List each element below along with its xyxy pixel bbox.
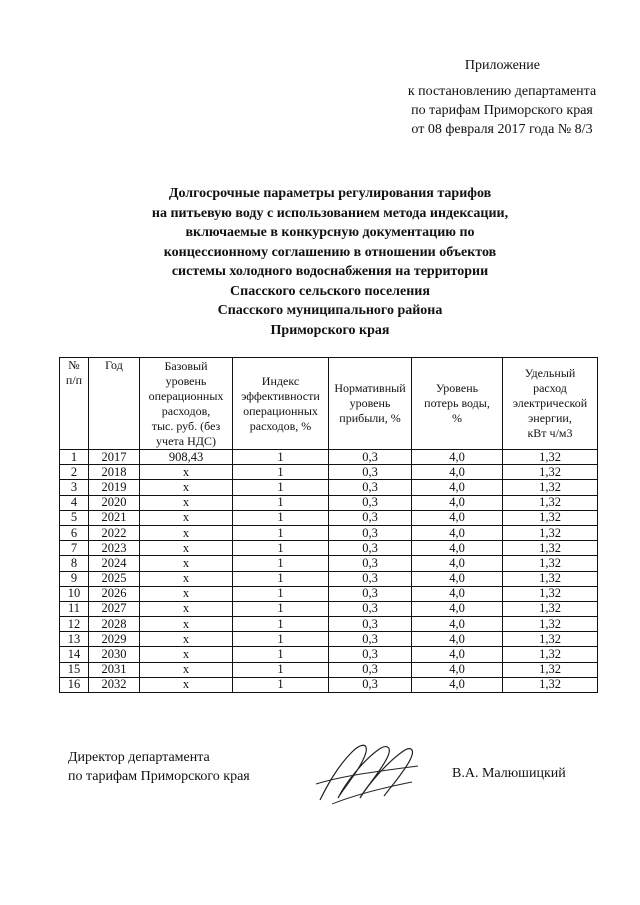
- cell-base-opex: х: [140, 495, 233, 510]
- cell-profit-level: 0,3: [329, 525, 412, 540]
- cell-row-number: 11: [60, 601, 89, 616]
- cell-year: 2017: [89, 450, 140, 465]
- position-line: Директор департамента: [68, 750, 210, 765]
- cell-row-number: 15: [60, 662, 89, 677]
- signatory-name: В.А. Малюшицкий: [452, 766, 566, 781]
- cell-efficiency-index: 1: [233, 465, 329, 480]
- header-line: расходов, %: [249, 418, 312, 433]
- cell-efficiency-index: 1: [233, 450, 329, 465]
- header-line: кВт ч/м3: [527, 426, 573, 440]
- cell-water-loss: 4,0: [412, 571, 503, 586]
- cell-row-number: 6: [60, 525, 89, 540]
- cell-efficiency-index: 1: [233, 480, 329, 495]
- title-line: Спасского муниципального района: [217, 303, 443, 318]
- cell-row-number: 10: [60, 586, 89, 601]
- cell-base-opex: х: [140, 556, 233, 571]
- cell-energy-consumption: 1,32: [503, 662, 598, 677]
- title-line: концессионному соглашению в отношении объектов: [163, 244, 497, 260]
- cell-year: 2032: [89, 677, 140, 692]
- cell-base-opex: х: [140, 662, 233, 677]
- cell-efficiency-index: 1: [233, 601, 329, 616]
- table-row: [60, 480, 598, 495]
- table-row: [60, 586, 598, 601]
- cell-profit-level: 0,3: [329, 601, 412, 616]
- cell-base-opex: х: [140, 677, 233, 692]
- cell-row-number: 16: [60, 677, 89, 692]
- table-row: [60, 617, 598, 632]
- title-line: включаемые в конкурсную документацию по: [185, 225, 475, 240]
- cell-profit-level: 0,3: [329, 677, 412, 692]
- cell-base-opex: х: [140, 601, 233, 616]
- header-water-loss: [412, 358, 503, 450]
- cell-energy-consumption: 1,32: [503, 617, 598, 632]
- cell-base-opex: х: [140, 571, 233, 586]
- cell-year: 2029: [89, 632, 140, 647]
- cell-water-loss: 4,0: [412, 677, 503, 692]
- cell-energy-consumption: 1,32: [503, 450, 598, 465]
- cell-profit-level: 0,3: [329, 510, 412, 525]
- decree-line: от 08 февраля 2017 года № 8/3: [411, 122, 593, 137]
- cell-efficiency-index: 1: [233, 510, 329, 525]
- cell-water-loss: 4,0: [412, 586, 503, 601]
- cell-efficiency-index: 1: [233, 617, 329, 632]
- title-line: системы холодного водоснабжения на территории: [171, 264, 489, 279]
- header-line: п/п: [65, 373, 83, 387]
- cell-row-number: 9: [60, 571, 89, 586]
- table-row: [60, 632, 598, 647]
- header-line: Индекс: [261, 373, 300, 388]
- handwritten-signature: [312, 738, 422, 808]
- cell-row-number: 1: [60, 450, 89, 465]
- header-line: №: [68, 358, 80, 372]
- cell-water-loss: 4,0: [412, 541, 503, 556]
- cell-row-number: 2: [60, 465, 89, 480]
- table-row: [60, 450, 598, 465]
- cell-efficiency-index: 1: [233, 495, 329, 510]
- cell-efficiency-index: 1: [233, 556, 329, 571]
- cell-water-loss: 4,0: [412, 450, 503, 465]
- table-body: [60, 450, 598, 693]
- cell-energy-consumption: 1,32: [503, 495, 598, 510]
- title-line: Приморского края: [270, 322, 390, 338]
- cell-profit-level: 0,3: [329, 571, 412, 586]
- cell-water-loss: 4,0: [412, 647, 503, 662]
- cell-energy-consumption: 1,32: [503, 465, 598, 480]
- header-line: операционных: [148, 388, 224, 403]
- table-row: [60, 525, 598, 540]
- cell-year: 2027: [89, 601, 140, 616]
- cell-row-number: 12: [60, 617, 89, 632]
- header-line: %: [452, 411, 462, 425]
- cell-energy-consumption: 1,32: [503, 677, 598, 692]
- header-energy-consumption: [503, 358, 598, 450]
- table-row: [60, 677, 598, 692]
- header-line: прибыли, %: [339, 411, 401, 425]
- table-row: [60, 662, 598, 677]
- table-row: [60, 465, 598, 480]
- cell-water-loss: 4,0: [412, 662, 503, 677]
- cell-base-opex: х: [140, 617, 233, 632]
- title-line: на питьевую воду с использованием метода индексации,: [151, 205, 509, 221]
- header-line: уровень: [349, 396, 391, 410]
- header-profit-level: [329, 358, 412, 450]
- header-year: [89, 358, 140, 450]
- header-line: расходов,: [161, 403, 211, 418]
- header-line: энергии,: [528, 411, 572, 425]
- cell-profit-level: 0,3: [329, 586, 412, 601]
- decree-line: к постановлению департамента: [407, 84, 597, 99]
- header-efficiency-index: [233, 358, 329, 450]
- cell-water-loss: 4,0: [412, 601, 503, 616]
- cell-base-opex: х: [140, 525, 233, 540]
- cell-row-number: 4: [60, 495, 89, 510]
- cell-year: 2023: [89, 541, 140, 556]
- header-line: операционных: [243, 403, 318, 418]
- cell-profit-level: 0,3: [329, 450, 412, 465]
- cell-energy-consumption: 1,32: [503, 510, 598, 525]
- cell-profit-level: 0,3: [329, 556, 412, 571]
- cell-energy-consumption: 1,32: [503, 647, 598, 662]
- header-line: электрической: [512, 396, 588, 410]
- header-line: потерь воды,: [424, 396, 490, 410]
- header-line: уровень: [165, 373, 207, 388]
- cell-water-loss: 4,0: [412, 525, 503, 540]
- cell-energy-consumption: 1,32: [503, 556, 598, 571]
- cell-row-number: 5: [60, 510, 89, 525]
- cell-year: 2024: [89, 556, 140, 571]
- cell-profit-level: 0,3: [329, 541, 412, 556]
- cell-base-opex: х: [140, 480, 233, 495]
- header-line: учета НДС): [156, 433, 216, 448]
- cell-year: 2030: [89, 647, 140, 662]
- cell-energy-consumption: 1,32: [503, 632, 598, 647]
- cell-energy-consumption: 1,32: [503, 480, 598, 495]
- cell-profit-level: 0,3: [329, 647, 412, 662]
- cell-efficiency-index: 1: [233, 662, 329, 677]
- cell-year: 2022: [89, 525, 140, 540]
- cell-profit-level: 0,3: [329, 495, 412, 510]
- cell-base-opex: х: [140, 541, 233, 556]
- title-line: Долгосрочные параметры регулирования тарифов: [168, 186, 492, 201]
- cell-efficiency-index: 1: [233, 647, 329, 662]
- cell-row-number: 8: [60, 556, 89, 571]
- header-line: Уровень: [435, 381, 479, 395]
- cell-efficiency-index: 1: [233, 571, 329, 586]
- cell-energy-consumption: 1,32: [503, 586, 598, 601]
- header-line: Год: [105, 358, 123, 372]
- cell-base-opex: х: [140, 465, 233, 480]
- cell-base-opex: х: [140, 647, 233, 662]
- cell-row-number: 3: [60, 480, 89, 495]
- header-line: Нормативный: [334, 381, 406, 395]
- cell-profit-level: 0,3: [329, 480, 412, 495]
- cell-water-loss: 4,0: [412, 632, 503, 647]
- table-row: [60, 495, 598, 510]
- document-title: [110, 184, 550, 340]
- table-header-row: [60, 358, 598, 450]
- header-line: расход: [533, 381, 567, 395]
- cell-energy-consumption: 1,32: [503, 541, 598, 556]
- cell-water-loss: 4,0: [412, 465, 503, 480]
- cell-year: 2018: [89, 465, 140, 480]
- cell-energy-consumption: 1,32: [503, 525, 598, 540]
- cell-profit-level: 0,3: [329, 465, 412, 480]
- decree-reference: [392, 82, 612, 139]
- cell-base-opex: х: [140, 632, 233, 647]
- cell-row-number: 7: [60, 541, 89, 556]
- cell-base-opex: х: [140, 510, 233, 525]
- table-row: [60, 556, 598, 571]
- header-line: тыс. руб. (без: [151, 418, 221, 433]
- cell-profit-level: 0,3: [329, 632, 412, 647]
- cell-efficiency-index: 1: [233, 525, 329, 540]
- cell-year: 2028: [89, 617, 140, 632]
- signatory-position: [68, 748, 250, 786]
- header-line: эффективности: [241, 388, 320, 403]
- table-row: [60, 571, 598, 586]
- header-number: [60, 358, 89, 450]
- cell-efficiency-index: 1: [233, 677, 329, 692]
- appendix-label: Приложение: [464, 58, 540, 73]
- cell-water-loss: 4,0: [412, 617, 503, 632]
- title-line: Спасского сельского поселения: [230, 283, 430, 299]
- cell-water-loss: 4,0: [412, 510, 503, 525]
- cell-year: 2026: [89, 586, 140, 601]
- cell-profit-level: 0,3: [329, 617, 412, 632]
- cell-year: 2019: [89, 480, 140, 495]
- cell-efficiency-index: 1: [233, 586, 329, 601]
- cell-year: 2031: [89, 662, 140, 677]
- parameters-table: [59, 357, 598, 693]
- cell-base-opex: 908,43: [140, 450, 233, 465]
- position-line: по тарифам Приморского края: [68, 769, 250, 784]
- table-row: [60, 541, 598, 556]
- cell-water-loss: 4,0: [412, 556, 503, 571]
- cell-water-loss: 4,0: [412, 495, 503, 510]
- cell-water-loss: 4,0: [412, 480, 503, 495]
- header-line: Базовый: [164, 358, 208, 373]
- header-line: Удельный: [524, 366, 576, 380]
- header-base-opex: [140, 358, 233, 450]
- table-row: [60, 601, 598, 616]
- cell-efficiency-index: 1: [233, 632, 329, 647]
- table-row: [60, 647, 598, 662]
- decree-line: по тарифам Приморского края: [411, 103, 593, 118]
- table-row: [60, 510, 598, 525]
- cell-base-opex: х: [140, 586, 233, 601]
- cell-efficiency-index: 1: [233, 541, 329, 556]
- cell-row-number: 13: [60, 632, 89, 647]
- cell-year: 2025: [89, 571, 140, 586]
- cell-year: 2021: [89, 510, 140, 525]
- cell-energy-consumption: 1,32: [503, 571, 598, 586]
- cell-year: 2020: [89, 495, 140, 510]
- cell-energy-consumption: 1,32: [503, 601, 598, 616]
- cell-profit-level: 0,3: [329, 662, 412, 677]
- cell-row-number: 14: [60, 647, 89, 662]
